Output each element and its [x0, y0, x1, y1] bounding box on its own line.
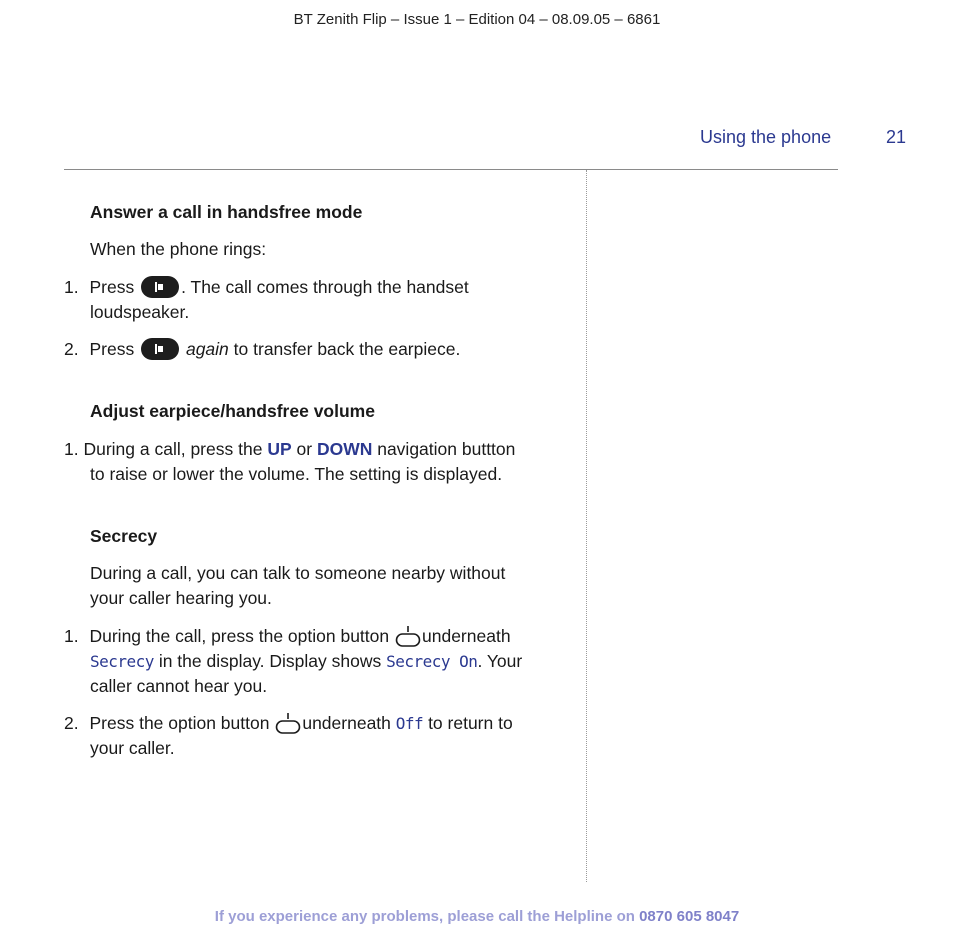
display-text-off: Off [395, 714, 424, 733]
step-text: Press the option button [89, 713, 270, 733]
speaker-button-icon [141, 276, 179, 298]
step-text: underneath [422, 626, 511, 646]
footer-text: If you experience any problems, please call the Helpline on [214, 908, 635, 925]
document-id: BT Zenith Flip – Issue 1 – Edition 04 – 08.09.05 – 6861 [293, 11, 661, 28]
step-text: 1. During a call, press the [64, 439, 263, 459]
option-button-icon [275, 713, 301, 735]
answer-step1 [64, 275, 469, 300]
answer-intro: When the phone rings: [90, 239, 267, 259]
step-text: . The call comes through the handset [181, 277, 469, 297]
step-number: 2. [64, 713, 79, 733]
up-key-label: UP [267, 439, 292, 459]
step-text: . Your [477, 651, 523, 671]
display-text-secrecy-on: Secrecy On [386, 652, 478, 671]
speaker-button-icon [141, 338, 179, 360]
section-title: Using the phone [700, 127, 832, 147]
volume-heading: Adjust earpiece/handsfree volume [90, 401, 375, 421]
step-text: to transfer back the earpiece. [233, 339, 461, 359]
display-text-secrecy: Secrecy [90, 652, 154, 671]
step-text: or [296, 439, 313, 459]
step-text: underneath [302, 713, 391, 733]
step-text: During the call, press the option button [89, 626, 390, 646]
step-text: Press [89, 339, 135, 359]
secrecy-intro-line1: During a call, you can talk to someone nearby without [90, 563, 506, 583]
secrecy-step2 [64, 711, 513, 736]
secrecy-heading: Secrecy [90, 526, 158, 546]
header-rule [64, 169, 838, 170]
volume-step1 [64, 437, 515, 462]
step-number: 2. [64, 339, 79, 359]
page-number: 21 [886, 127, 907, 147]
step-text: in the display. Display shows [158, 651, 382, 671]
secrecy-intro-line2: your caller hearing you. [90, 588, 272, 608]
step-text: to return to [428, 713, 513, 733]
step-number: 1. [64, 626, 79, 646]
answer-step2 [64, 337, 460, 362]
option-button-icon [395, 626, 421, 648]
emphasis-again: again [185, 339, 229, 359]
secrecy-step1-line3: caller cannot hear you. [90, 676, 268, 696]
secrecy-step2-line2: your caller. [90, 738, 175, 758]
step-number: 1. [64, 277, 79, 297]
step-text: Press [89, 277, 135, 297]
volume-step1-line2: to raise or lower the volume. The setting is displayed. [90, 464, 503, 484]
column-divider [586, 170, 587, 882]
helpline-footer [0, 908, 954, 925]
answer-step1-line2: loudspeaker. [90, 302, 190, 322]
secrecy-step1-line2 [90, 649, 522, 674]
secrecy-step1 [64, 624, 511, 649]
answer-heading: Answer a call in handsfree mode [90, 202, 363, 222]
down-key-label: DOWN [316, 439, 373, 459]
step-text: navigation buttton [377, 439, 516, 459]
helpline-number: 0870 605 8047 [639, 908, 740, 925]
